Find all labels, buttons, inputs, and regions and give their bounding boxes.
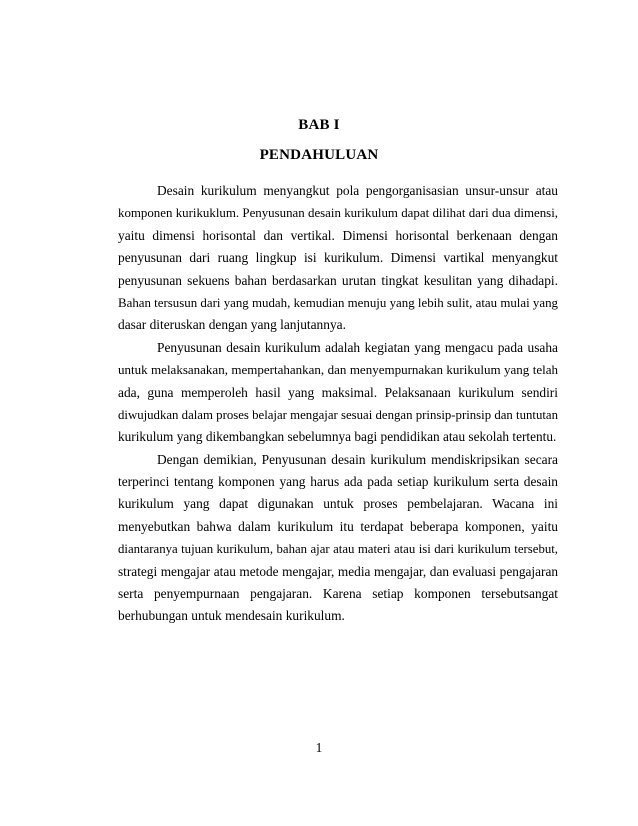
- paragraph-line: terperinci tentang komponen yang harus ada pada setiap kurikulum serta desain: [118, 474, 558, 490]
- paragraph-line: untuk melaksanakan, mempertahankan, dan menyempurnakan kurikulum yang telah: [118, 362, 558, 378]
- paragraph-3: [118, 449, 558, 628]
- paragraph-line: Desain kurikulum menyangkut pola pengorganisasian unsur-unsur atau: [157, 183, 558, 198]
- paragraph-line: penyusunan sekuens bahan berdasarkan urutan tingkat kesulitan yang dihadapi.: [118, 272, 558, 288]
- chapter-number: BAB I: [298, 117, 340, 133]
- body-text: [118, 180, 558, 628]
- paragraph-line: penyusunan dari ruang lingkup isi kurikulum. Dimensi vartikal menyangkut: [118, 250, 558, 266]
- paragraph-line: komponen kurikuklum. Penyusunan desain kurikulum dapat dilihat dari dua dimensi,: [118, 206, 558, 221]
- paragraph-line: kurikulum yang dapat digunakan untuk proses pembelajaran. Wacana ini: [118, 496, 558, 512]
- paragraph-1: [118, 180, 558, 337]
- paragraph-line: yaitu dimensi horisontal dan vertikal. Dimensi horisontal berkenaan dengan: [118, 227, 558, 243]
- paragraph-line: ada, guna memperoleh hasil yang maksimal. Pelaksanaan kurikulum sendiri: [118, 384, 558, 400]
- paragraph-line: serta penyempurnaan pengajaran. Karena setiap komponen tersebutsangat: [118, 586, 558, 602]
- paragraph-line: Penyusunan desain kurikulum adalah kegiatan yang mengacu pada usaha: [157, 339, 558, 355]
- paragraph-line: berhubungan untuk mendesain kurikulum.: [118, 608, 345, 624]
- paragraph-line: strategi mengajar atau metode mengajar, media mengajar, dan evaluasi pengajaran: [118, 563, 558, 579]
- paragraph-line: diantaranya tujuan kurikulum, bahan ajar atau materi atau isi dari kurikulum tersebut,: [118, 542, 558, 557]
- paragraph-line: menyebutkan bahwa dalam kurikulum itu terdapat beberapa komponen, yaitu: [118, 518, 558, 534]
- paragraph-line: Bahan tersusun dari yang mudah, kemudian menuju yang lebih sulit, atau mulai yang: [118, 295, 558, 310]
- page-number: 1: [315, 740, 323, 755]
- paragraph-2: [118, 337, 558, 449]
- paragraph-line: Dengan demikian, Penyusunan desain kurikulum mendiskripsikan secara: [157, 451, 558, 467]
- paragraph-line: dasar diteruskan dengan yang lanjutannya.: [118, 317, 346, 333]
- paragraph-line: kurikulum yang dikembangkan sebelumnya bagi pendidikan atau sekolah tertentu.: [118, 429, 557, 445]
- paragraph-line: diwujudkan dalam proses belajar mengajar sesuai dengan prinsip-prinsip dan tuntutan: [118, 407, 558, 422]
- chapter-title: PENDAHULUAN: [259, 147, 379, 163]
